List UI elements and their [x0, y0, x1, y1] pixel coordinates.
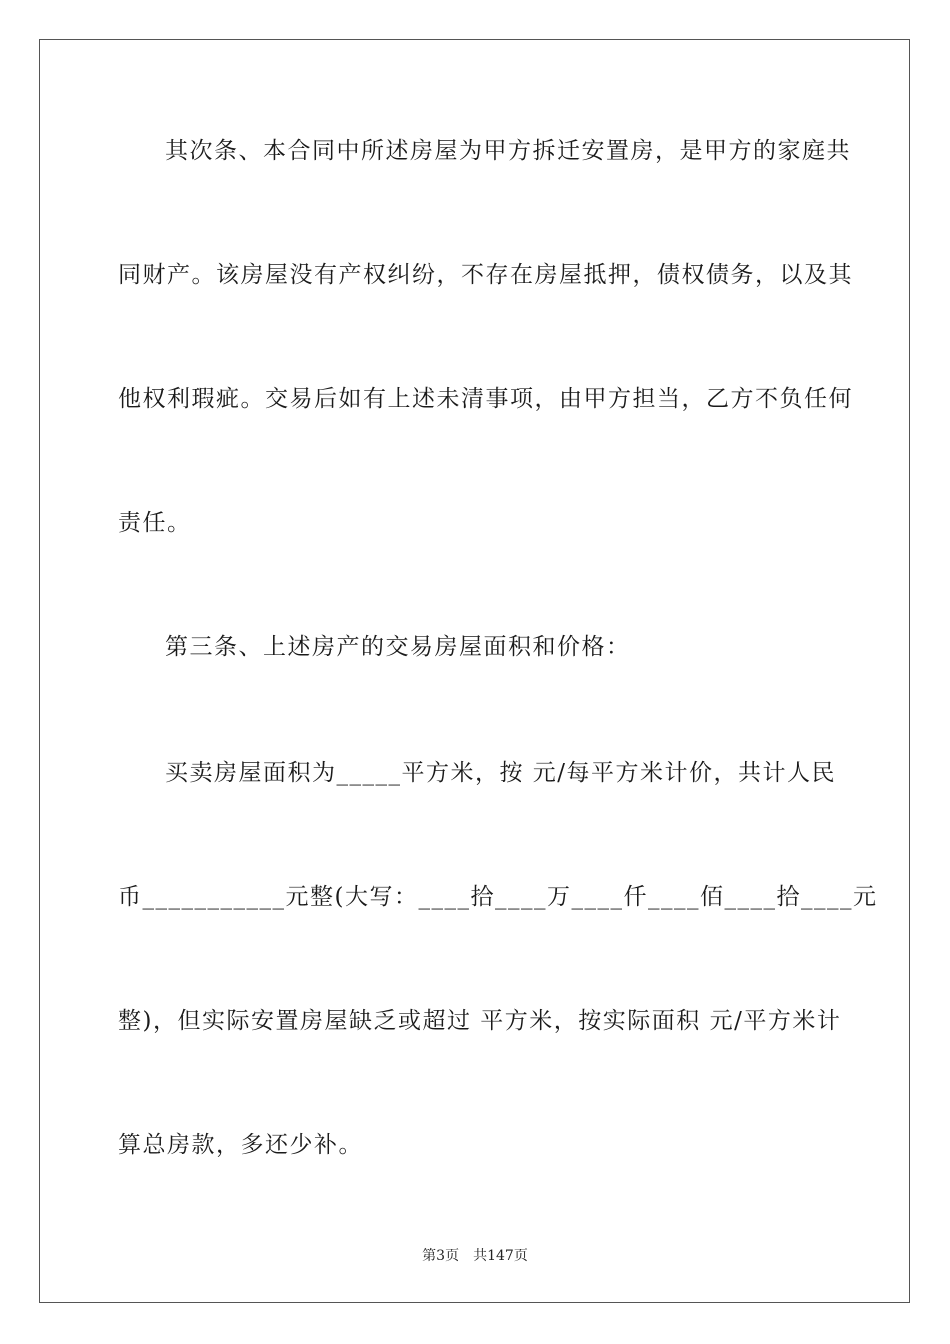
paragraph-line-7: 币___________元整(大写：____拾____万____仟____佰____拾____元 — [118, 884, 878, 910]
article-3-heading: 第三条、上述房产的交易房屋面积和价格： — [165, 634, 631, 660]
page-number: 第3页 — [422, 1248, 460, 1264]
paragraph-line-9: 算总房款，多还少补。 — [118, 1132, 363, 1158]
page-border — [39, 39, 910, 1303]
paragraph-line-6: 买卖房屋面积为_____平方米，按 元/每平方米计价，共计人民 — [165, 760, 837, 786]
paragraph-line-4: 责任。 — [118, 510, 192, 536]
page-total: 共147页 — [473, 1248, 528, 1264]
paragraph-line-8: 整)，但实际安置房屋缺乏或超过 平方米，按实际面积 元/平方米计 — [118, 1008, 842, 1034]
paragraph-line-1: 其次条、本合同中所述房屋为甲方拆迁安置房，是甲方的家庭共 — [165, 138, 851, 164]
paragraph-line-2: 同财产。该房屋没有产权纠纷，不存在房屋抵押，债权债务，以及其 — [118, 262, 853, 288]
page-footer — [0, 1246, 950, 1266]
paragraph-line-3: 他权利瑕疵。交易后如有上述未清事项，由甲方担当，乙方不负任何 — [118, 386, 853, 412]
